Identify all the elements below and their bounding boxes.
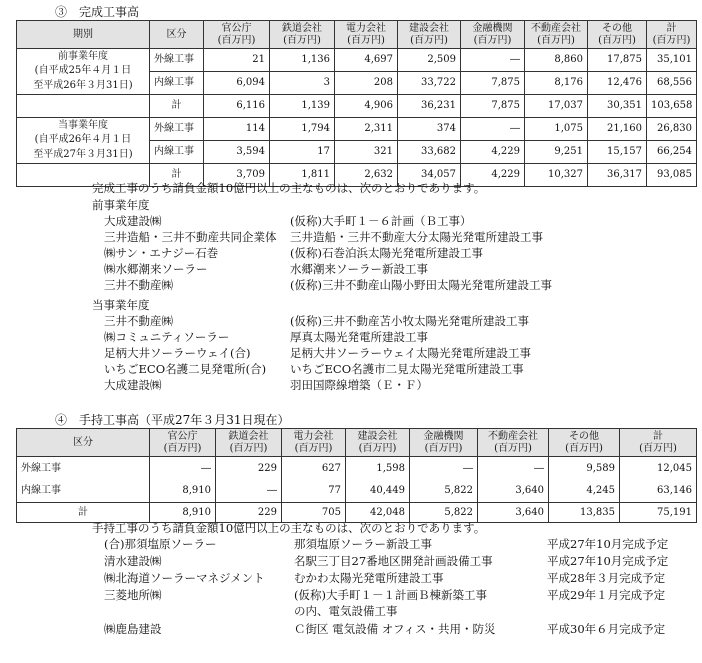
cell: 229 bbox=[216, 503, 282, 523]
cell: 6,094 bbox=[204, 72, 270, 95]
row-label: 計 bbox=[150, 164, 204, 187]
list-item-project: Ｃ街区 電気設備 オフィス・共用・防災 bbox=[294, 622, 496, 636]
cell: 229 bbox=[216, 457, 282, 480]
header-col: 建設会社 (百万円) bbox=[346, 429, 410, 457]
header-col: 官公庁 (百万円) bbox=[204, 21, 270, 49]
cell: 21,160 bbox=[588, 118, 647, 141]
cell: 9,589 bbox=[549, 457, 620, 480]
prev-year-heading: 前事業年度 bbox=[92, 198, 150, 212]
cell: 8,176 bbox=[525, 72, 588, 95]
cell: 3,640 bbox=[478, 503, 549, 523]
header-col: その他 (百万円) bbox=[549, 429, 620, 457]
cell: 321 bbox=[335, 141, 398, 164]
cell: 9,251 bbox=[525, 141, 588, 164]
completed-works-table bbox=[16, 20, 697, 187]
cell: 1,811 bbox=[270, 164, 335, 187]
cell: 30,351 bbox=[588, 95, 647, 118]
cell: 13,835 bbox=[549, 503, 620, 523]
row-label: 内線工事 bbox=[150, 72, 204, 95]
list-item-company: ㈱サン・エナジー石巻 bbox=[104, 246, 219, 260]
list-item-schedule: 平成29年１月完成予定 bbox=[547, 588, 666, 602]
cell: 36,231 bbox=[398, 95, 461, 118]
cell: 17,037 bbox=[525, 95, 588, 118]
curr-year-heading: 当事業年度 bbox=[92, 298, 150, 312]
cell: 5,822 bbox=[410, 503, 478, 523]
row-label: 外線工事 bbox=[150, 118, 204, 141]
period-cell-blank bbox=[17, 95, 150, 118]
list-item-schedule: 平成30年６月完成予定 bbox=[547, 622, 666, 636]
period-cell: 当事業年度 (自平成26年４月１日 至平成27年３月31日) bbox=[17, 118, 150, 164]
list-item-company: 三井造船・三井不動産共同企業体 bbox=[104, 230, 277, 244]
list-item-company: ㈱鹿島建設 bbox=[104, 622, 162, 636]
header-col: 鉄道会社 (百万円) bbox=[216, 429, 282, 457]
list-item-company: いちごECO名護二見発電所(合) bbox=[104, 362, 267, 376]
cell: 21 bbox=[204, 49, 270, 72]
cell: ― bbox=[150, 457, 216, 480]
period-cell: 前事業年度 (自平成25年４月１日 至平成26年３月31日) bbox=[17, 49, 150, 95]
table-row bbox=[17, 480, 697, 503]
list-item-project-cont: の内、電気設備工事 bbox=[294, 604, 398, 618]
list-item-company: 清水建設㈱ bbox=[104, 554, 162, 568]
header-col: 金融機関 (百万円) bbox=[461, 21, 525, 49]
cell: 40,449 bbox=[346, 480, 410, 503]
cell: 1,075 bbox=[525, 118, 588, 141]
list-item-schedule: 平成27年10月完成予定 bbox=[547, 537, 669, 551]
list-item-schedule: 平成27年10月完成予定 bbox=[547, 554, 669, 568]
cell: 4,229 bbox=[461, 164, 525, 187]
table-row bbox=[17, 118, 697, 141]
cell: ― bbox=[410, 457, 478, 480]
cell: ― bbox=[461, 118, 525, 141]
header-period: 期別 bbox=[17, 21, 150, 49]
cell: 35,101 bbox=[647, 49, 697, 72]
list-item-project: いちごECO名護市二見太陽光発電所建設工事 bbox=[290, 362, 524, 376]
header-col: 官公庁 (百万円) bbox=[150, 429, 216, 457]
cell: 5,822 bbox=[410, 480, 478, 503]
list-item-company: ㈱コミュニティソーラー bbox=[104, 330, 230, 344]
row-label: 計 bbox=[17, 503, 150, 523]
list-item-company: ㈱水郷潮来ソーラー bbox=[104, 262, 208, 276]
list-item-company: 三井不動産㈱ bbox=[104, 314, 173, 328]
cell: 26,830 bbox=[647, 118, 697, 141]
cell: 4,245 bbox=[549, 480, 620, 503]
section3-title: ③ 完成工事高 bbox=[55, 5, 140, 19]
list-item-project: (仮称)大手町１－１計画Ｂ棟新築工事 bbox=[294, 588, 487, 602]
cell: 114 bbox=[204, 118, 270, 141]
header-division: 区分 bbox=[150, 21, 204, 49]
header-col: 計 (百万円) bbox=[647, 21, 697, 49]
cell: 7,875 bbox=[461, 72, 525, 95]
cell: 3,594 bbox=[204, 141, 270, 164]
list-item-company: 三菱地所㈱ bbox=[104, 588, 162, 602]
cell: 66,254 bbox=[647, 141, 697, 164]
cell: 1,136 bbox=[270, 49, 335, 72]
list-item-project: 水郷潮来ソーラー新設工事 bbox=[290, 262, 428, 276]
cell: 8,860 bbox=[525, 49, 588, 72]
cell: 8,910 bbox=[150, 503, 216, 523]
row-label: 外線工事 bbox=[17, 457, 150, 480]
list-item-project: むかわ太陽光発電所建設工事 bbox=[294, 571, 444, 585]
cell: 77 bbox=[282, 480, 346, 503]
cell: 75,191 bbox=[620, 503, 697, 523]
cell: 12,045 bbox=[620, 457, 697, 480]
table-row bbox=[17, 457, 697, 480]
cell: 33,722 bbox=[398, 72, 461, 95]
cell: 1,598 bbox=[346, 457, 410, 480]
cell: 103,658 bbox=[647, 95, 697, 118]
cell: 8,910 bbox=[150, 480, 216, 503]
cell: 374 bbox=[398, 118, 461, 141]
cell: 4,229 bbox=[461, 141, 525, 164]
row-label: 内線工事 bbox=[150, 141, 204, 164]
list-item-project: 羽田国際線増築（Ｅ・Ｆ） bbox=[290, 378, 428, 392]
list-item-project: (仮称)三井不動産山陽小野田太陽光発電所建設工事 bbox=[290, 278, 552, 292]
cell: 17,875 bbox=[588, 49, 647, 72]
header-col: 計 (百万円) bbox=[620, 429, 697, 457]
section4-title: ④ 手持工事高（平成27年３月31日現在） bbox=[55, 413, 290, 427]
cell: 627 bbox=[282, 457, 346, 480]
list-item-project: 名駅三丁目27番地区開発計画設備工事 bbox=[294, 554, 493, 568]
list-item-schedule: 平成28年３月完成予定 bbox=[547, 571, 666, 585]
cell: 2,509 bbox=[398, 49, 461, 72]
cell: 68,556 bbox=[647, 72, 697, 95]
list-item-project: 足柄大井ソーラーウェイ太陽光発電所建設工事 bbox=[290, 346, 532, 360]
cell: 1,794 bbox=[270, 118, 335, 141]
list-item-project: 那須塩原ソーラー新設工事 bbox=[294, 537, 432, 551]
list-item-project: 厚真太陽光発電所建設工事 bbox=[290, 330, 428, 344]
list-item-company: 大成建設㈱ bbox=[104, 214, 162, 228]
cell: 36,317 bbox=[588, 164, 647, 187]
cell: 3,640 bbox=[478, 480, 549, 503]
row-label: 計 bbox=[150, 95, 204, 118]
cell: 4,697 bbox=[335, 49, 398, 72]
cell: 15,157 bbox=[588, 141, 647, 164]
header-col: 鉄道会社 (百万円) bbox=[270, 21, 335, 49]
cell: 34,057 bbox=[398, 164, 461, 187]
header-col: 建設会社 (百万円) bbox=[398, 21, 461, 49]
list-item-project: (仮称)大手町１－６計画（Ｂ工事） bbox=[290, 214, 472, 228]
cell: 2,632 bbox=[335, 164, 398, 187]
cell: 10,327 bbox=[525, 164, 588, 187]
cell: 7,875 bbox=[461, 95, 525, 118]
header-col: 不動産会社 (百万円) bbox=[478, 429, 549, 457]
list-item-project: (仮称)三井不動産苫小牧太陽光発電所建設工事 bbox=[290, 314, 529, 328]
row-label: 内線工事 bbox=[17, 480, 150, 503]
cell: 17 bbox=[270, 141, 335, 164]
row-label: 外線工事 bbox=[150, 49, 204, 72]
cell: 3 bbox=[270, 72, 335, 95]
cell: 12,476 bbox=[588, 72, 647, 95]
list-item-company: 大成建設㈱ bbox=[104, 378, 162, 392]
cell: 93,085 bbox=[647, 164, 697, 187]
cell: 3,709 bbox=[204, 164, 270, 187]
cell: 1,139 bbox=[270, 95, 335, 118]
table-row bbox=[17, 49, 697, 72]
header-col: 不動産会社 (百万円) bbox=[525, 21, 588, 49]
header-col: 電力会社 (百万円) bbox=[282, 429, 346, 457]
cell: 2,311 bbox=[335, 118, 398, 141]
cell: 705 bbox=[282, 503, 346, 523]
header-col: 金融機関 (百万円) bbox=[410, 429, 478, 457]
cell: 63,146 bbox=[620, 480, 697, 503]
header-col: 電力会社 (百万円) bbox=[335, 21, 398, 49]
cell: ― bbox=[216, 480, 282, 503]
list-item-company: 足柄大井ソーラーウェイ(合) bbox=[104, 346, 251, 360]
table-header-row bbox=[17, 429, 697, 457]
header-col: その他 (百万円) bbox=[588, 21, 647, 49]
list-item-project: (仮称)石巻泊浜太陽光発電所建設工事 bbox=[290, 246, 483, 260]
cell: 33,682 bbox=[398, 141, 461, 164]
cell: 6,116 bbox=[204, 95, 270, 118]
cell: ― bbox=[461, 49, 525, 72]
backlog-table bbox=[16, 428, 697, 523]
list-item-company: ㈱北海道ソーラーマネジメント bbox=[104, 571, 265, 585]
cell: 42,048 bbox=[346, 503, 410, 523]
backlog-note: 手持工事のうち請負金額10億円以上の主なものは、次のとおりであります。 bbox=[92, 521, 486, 535]
list-item-company: 三井不動産㈱ bbox=[104, 278, 173, 292]
cell: ― bbox=[478, 457, 549, 480]
completed-works-note: 完成工事のうち請負金額10億円以上の主なものは、次のとおりであります。 bbox=[92, 181, 486, 195]
table-header-row bbox=[17, 21, 697, 49]
list-item-project: 三井造船・三井不動産大分太陽光発電所建設工事 bbox=[290, 230, 543, 244]
total-row bbox=[17, 95, 697, 118]
cell: 4,906 bbox=[335, 95, 398, 118]
header-division: 区分 bbox=[17, 429, 150, 457]
list-item-company: (合)那須塩原ソーラー bbox=[104, 537, 217, 551]
cell: 208 bbox=[335, 72, 398, 95]
